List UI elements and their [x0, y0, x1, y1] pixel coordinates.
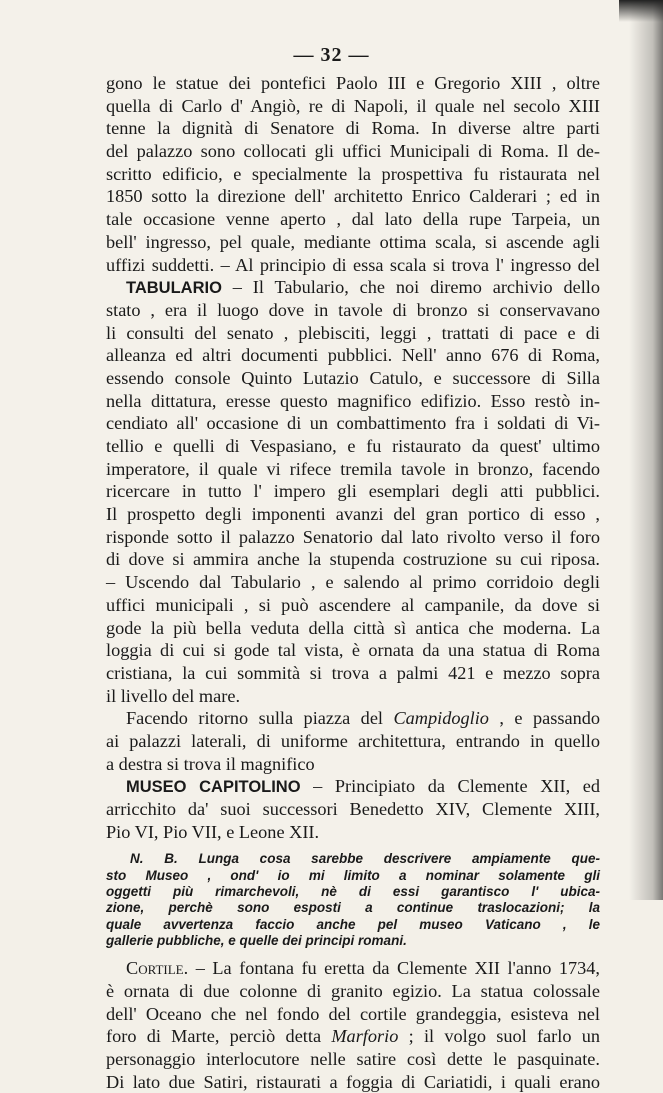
text-line: del palazzo sono collocati gli uffici Municipali di Roma. Il de- — [106, 141, 600, 162]
text-line: quella di Carlo d' Angiò, re di Napoli, il quale nel secolo XIII — [106, 95, 600, 116]
body-text — [106, 72, 600, 1093]
text-line: cendiato all' occasione di un combattimento fra i soldati di Vi- — [106, 413, 600, 434]
tabulario-heading-line — [106, 276, 600, 299]
text-line: essendo console Quinto Lutazio Catulo, e successore di Silla — [106, 367, 600, 388]
nb-note — [106, 851, 600, 949]
text-fragment: ; il volgo suol farlo un — [398, 1026, 600, 1047]
text-line: uffici municipali , si può ascendere al campanile, da dove si — [106, 594, 600, 615]
text-line: a destra si trova il magnifico — [106, 753, 315, 774]
campidoglio-line — [106, 707, 600, 730]
section-label-cortile: Cortile — [126, 958, 184, 979]
text-line: arricchito da' suoi successori Benedetto XIV, Clemente XIII, — [106, 799, 600, 819]
text-line: imperatore, il quale vi rifece tremila tavole in bronzo, facendo — [106, 458, 600, 479]
note-line: gallerie pubbliche, e quelle dei principi romani. — [106, 932, 407, 948]
text-line: di dove si ammira anche la stupenda costruzione su cui riposa. — [106, 549, 600, 570]
text-line: il livello del mare. — [106, 685, 241, 706]
text-line: 1850 sotto la direzione dell' architetto Enrico Calderari ; ed in — [106, 186, 600, 207]
text-line: gono le statue dei pontefici Paolo III e Gregorio XIII , oltre — [106, 73, 600, 93]
text-line: dell' Oceano che nel fondo del cortile grandeggia, esisteva nel — [106, 1003, 600, 1024]
text-line: bell' ingresso, pel quale, mediante ottima scala, si ascende agli — [106, 231, 600, 252]
text-line: Il prospetto degli imponenti avanzi del gran portico di esso , — [106, 504, 600, 525]
text-fragment: , e passando — [488, 708, 600, 729]
text-line: tellio e quelli di Vespasiano, e fu ristaurato da quest' ultimo — [106, 436, 600, 456]
text-line: risponde sotto il palazzo Senatorio dal lato rivolto verso il foro — [106, 526, 600, 547]
text-line: stato , era il luogo dove in tavole di bronzo si conservavano — [106, 299, 600, 320]
note-line: N. B. Lunga cosa sarebbe descrivere ampiamente que- — [130, 851, 600, 867]
museo-heading-line — [106, 775, 600, 798]
text-fragment: – Principiato da Clemente XII, ed — [300, 776, 600, 797]
text-fragment-italic: Marforio — [331, 1026, 399, 1047]
text-line: – Uscendo dal Tabulario , e salendo al primo corridoio degli — [106, 572, 600, 593]
page-corner-shadow — [619, 0, 663, 22]
text-line: cristiana, la cui sommità si trova a palmi 421 e mezzo sopra — [106, 662, 600, 683]
text-line: alleanza ed altri documenti pubblici. Nell' anno 676 di Roma, — [106, 345, 600, 366]
text-line: tale occasione venne aperto , dal lato della rupe Tarpeia, un — [106, 209, 600, 230]
text-fragment: – Il Tabulario, che noi diremo archivio dello — [221, 277, 600, 298]
text-line: uffizi suddetti. – Al principio di essa scala si trova l' ingresso del — [106, 254, 600, 275]
text-line: tenne la dignità di Senatore di Roma. In diverse altre parti — [106, 118, 600, 139]
section-label-museo: MUSEO CAPITOLINO — [126, 778, 301, 797]
text-line: loggia di cui si gode tal vista, è ornata da una statua di Roma — [106, 640, 600, 661]
text-fragment: Facendo ritorno sulla piazza del — [126, 708, 394, 729]
text-line: gode la più bella veduta della città sì antica che moderna. La — [106, 617, 600, 638]
text-line — [106, 1025, 600, 1048]
text-fragment-italic: Campidoglio — [393, 708, 489, 729]
text-fragment: . – La fontana fu eretta da Clemente XII l'anno 1734, — [183, 958, 600, 979]
section-label-tabulario: TABULARIO — [126, 279, 222, 298]
text-fragment: foro di Marte, perciò detta — [106, 1026, 332, 1047]
note-line: oggetti più rimarchevoli, nè di essi garantisco l' ubica- — [106, 883, 600, 899]
text-line: li consulti del senato , plebisciti, leggi , trattati di pace e di — [106, 322, 600, 343]
text-line: nella dittatura, eresse questo magnifico edifizio. Esso restò in- — [106, 390, 600, 411]
text-line: è ornata di due colonne di granito egizio. La statua colossale — [106, 980, 600, 1001]
cortile-heading-line — [106, 957, 600, 980]
page-edge-shadow — [629, 0, 663, 900]
text-line: personaggio interlocutore nelle satire così dette le pasquinate. — [106, 1048, 600, 1069]
text-line: scritto edificio, e specialmente la prospettiva fu ristaurata nel — [106, 163, 600, 184]
page-number: — 32 — — [293, 44, 370, 66]
note-line: zione, perchè sono esposti a continue traslocazioni; la — [106, 900, 600, 916]
text-line: Di lato due Satiri, ristaurati a foggia di Cariatidi, i quali erano — [106, 1071, 600, 1092]
text-line: ricercare in tutto l' impero gli esemplari degli atti pubblici. — [106, 481, 600, 502]
text-line: Pio VI, Pio VII, e Leone XII. — [106, 821, 320, 842]
note-line: sto Museo , ond' io mi limito a nominar solamente gli — [106, 867, 600, 883]
text-line: ai palazzi laterali, di uniforme architettura, entrando in quello — [106, 730, 600, 751]
note-line: quale avvertenza faccio anche pel museo Vaticano , le — [106, 916, 600, 932]
